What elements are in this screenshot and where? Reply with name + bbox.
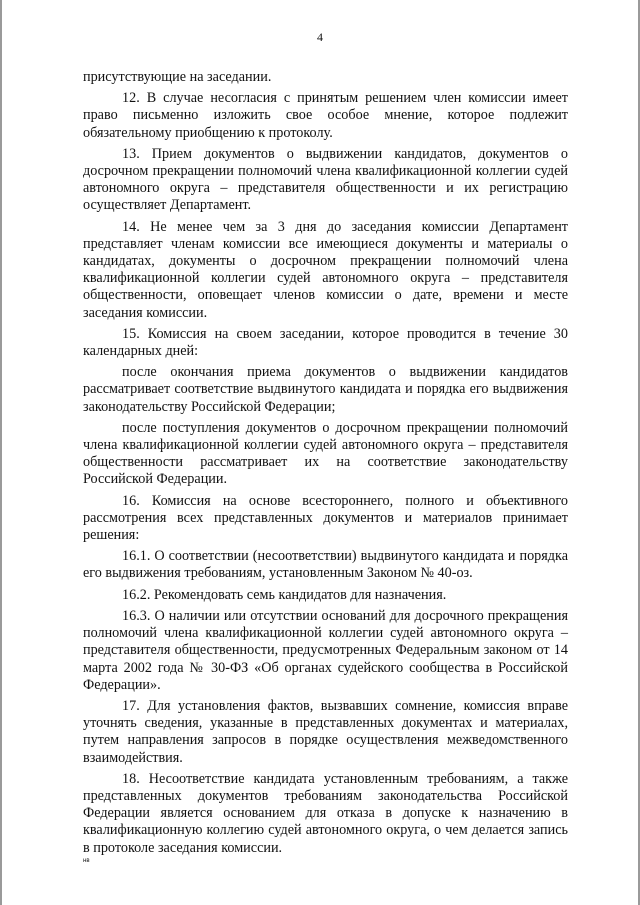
paragraph-continuation: присутствующие на заседании.	[83, 69, 272, 85]
paragraph-18: 18. Несоответствие кандидата установленным требованиям, а также представленных документов требованиям законодательства Российской Федерации является основанием для отказа в допуске к назначению в квалификационную коллегию судей автономного округа, о чем делается запись в протоколе заседания комиссии.	[83, 770, 568, 856]
paragraph-13: 13. Прием документов о выдвижении кандидатов, документов о досрочном прекращении полномочий члена квалификационной коллегии судей автономного округа – представителя общественности и их регистрацию осуществляет Департамент.	[83, 145, 568, 214]
paragraph-15-item-1: после окончания приема документов о выдвижении кандидатов рассматривает соответствие выдвинутого кандидата и порядка его выдвижения законодательству Российской Федерации;	[83, 364, 568, 415]
paragraph-15: 15. Комиссия на своем заседании, которое проводится в течение 30 календарных дней:	[83, 325, 568, 360]
scan-edge-left	[0, 0, 2, 905]
page-number: 4	[317, 30, 323, 44]
document-body	[83, 69, 568, 857]
paragraph-14: 14. Не менее чем за 3 дня до заседания комиссии Департамент представляет членам комиссии все имеющиеся документы и материалы о кандидатах, документы о досрочном прекращении полномочий члена квалификационной коллегии судей автономного округа – представителя общественности, оповещает членов комиссии о дате, времени и месте заседания комиссии.	[83, 218, 568, 321]
paragraph-16-1: 16.1. О соответствии (несоответствии) выдвинутого кандидата и порядка его выдвижения требованиям, установленным Законом № 40-оз.	[83, 548, 568, 582]
paragraph-16-2: 16.2. Рекомендовать семь кандидатов для назначения.	[122, 586, 447, 603]
paragraph-16-3: 16.3. О наличии или отсутствии оснований для досрочного прекращения полномочий члена квалификационной коллегии судей автономного округа – представителя общественности, предусмотренных Федеральным законом от 14 марта 2002 года № 30-ФЗ «Об органах судейского сообщества в Российской Федерации».	[83, 607, 568, 693]
paragraph-17: 17. Для установления фактов, вызвавших сомнение, комиссия вправе уточнять сведения, указанные в представленных документах и материалах, путем направления запросов в порядке осуществления межведомственного взаимодействия.	[83, 697, 568, 766]
paragraph-16: 16. Комиссия на основе всестороннего, полного и объективного рассмотрения всех представленных документов и материалов принимает решения:	[83, 492, 568, 544]
paragraph-12: 12. В случае несогласия с принятым решением член комиссии имеет право письменно изложить свое особое мнение, которое подлежит обязательному приобщению к протоколу.	[83, 90, 568, 141]
paragraph-15-item-2: после поступления документов о досрочном прекращении полномочий члена квалификационной коллегии судей автономного округа – представителя общественности рассматривает их на соответствие законодательству Российской Федерации.	[83, 419, 568, 488]
footer-initials: нв	[83, 858, 90, 864]
